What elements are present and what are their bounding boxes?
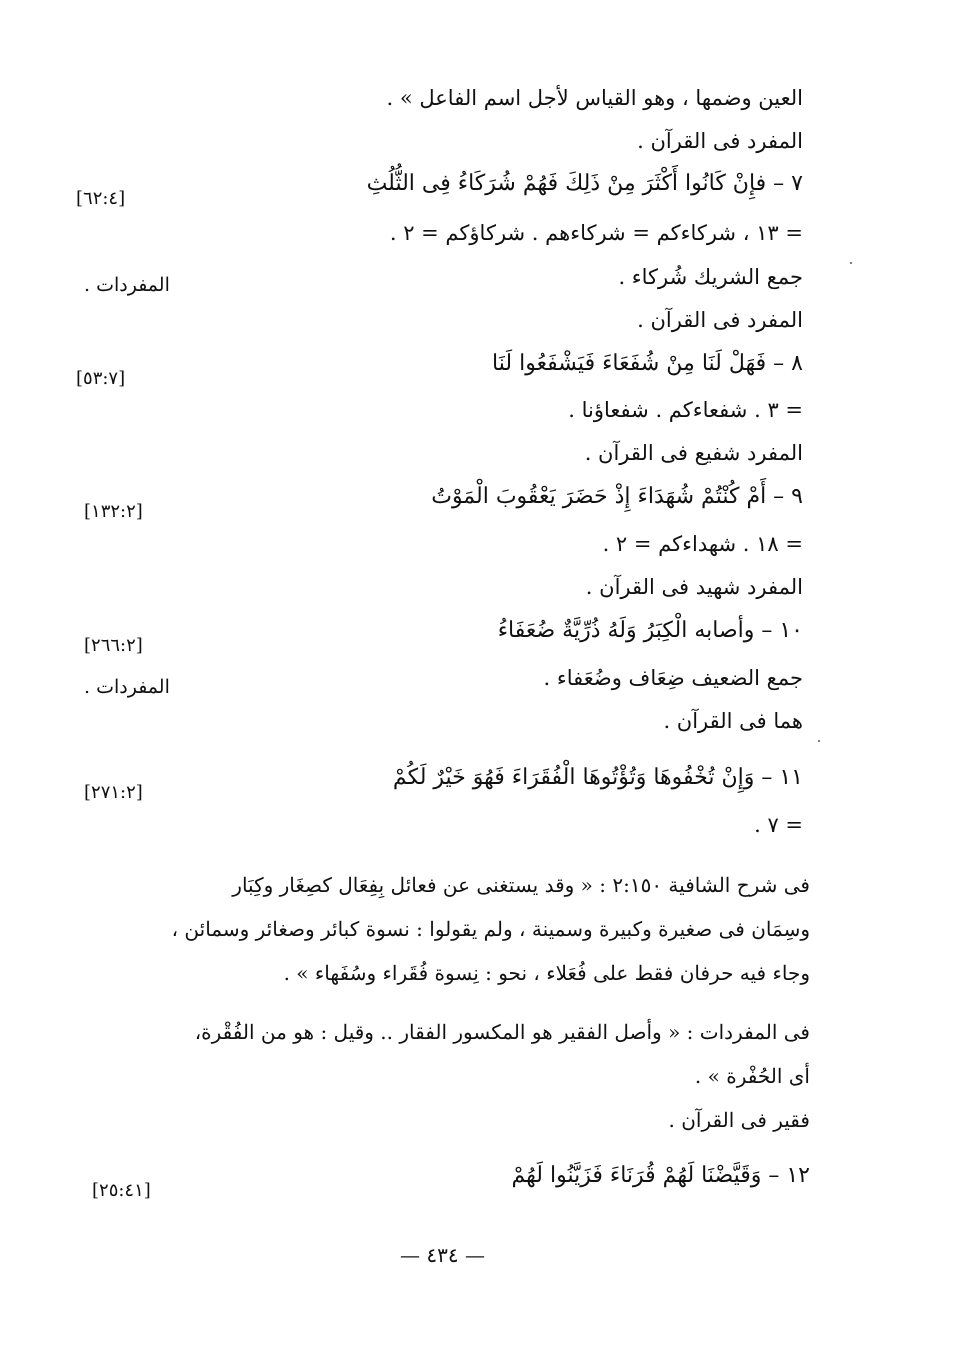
side-note: المفردات .	[84, 274, 170, 296]
page-number: — ٤٣٤ —	[400, 1243, 485, 1267]
text-line: جمع الشريك شُركاء .	[618, 265, 803, 289]
verse-reference: [٦٢:٤]	[76, 188, 126, 209]
text-line: جمع الضعيف ضِعَاف وضُعَفاء .	[543, 666, 803, 690]
side-note: المفردات .	[84, 676, 170, 698]
verse-reference: [٢٧١:٢]	[84, 782, 143, 803]
quran-verse-8: ٨ – فَهَلْ لَنَا مِنْ شُفَعَاءَ فَيَشْفَعُوا لَنَا	[492, 351, 803, 376]
quran-verse-11: ١١ – وَإِنْ تُخْفُوهَا وَتُؤْتُوهَا الْفُقَرَاءَ فَهُوَ خَيْرٌ لَكُمْ	[392, 765, 803, 790]
commentary-paragraph-2-line: فى المفردات : « وأصل الفقير هو المكسور الفقار .. وقيل : هو من الفُقْرة،	[194, 1020, 810, 1044]
text-line: = ٣ . شفعاءكم . شفعاؤنا .	[568, 398, 803, 422]
verse-reference: [٢٦٦:٢]	[84, 635, 143, 656]
text-line: = ١٨ . شهداءكم = ٢ .	[602, 532, 803, 556]
quran-verse-10: ١٠ – وأصابه الْكِبَرُ وَلَهُ ذُرِّيَّةٌ ضُعَفَاءُ	[497, 618, 803, 643]
text-line: المفرد فى القرآن .	[637, 129, 803, 153]
text-line: العين وضمها ، وهو القياس لأجل اسم الفاعل » .	[386, 86, 803, 110]
text-line: هما فى القرآن .	[663, 709, 803, 733]
scan-speck	[850, 262, 852, 264]
quran-verse-7: ٧ – فإِنْ كَانُوا أَكْثَرَ مِنْ ذَلِكَ فَهُمْ شُرَكَاءُ فِى الثُّلُثِ	[366, 171, 803, 196]
text-line: المفرد شفيع فى القرآن .	[584, 441, 803, 465]
commentary-paragraph-2-line: فقير فى القرآن .	[668, 1108, 810, 1132]
quran-verse-12: ١٢ – وَقَيَّضْنَا لَهُمْ قُرَنَاءَ فَزَيَّنُوا لَهُمْ	[511, 1163, 810, 1188]
text-line: = ١٣ ، شركاءكم = شركاءهم . شركاؤكم = ٢ .	[389, 221, 803, 245]
commentary-paragraph-1-line: وسِمَان فى صغيرة وكبيرة وسمينة ، ولم يقولوا : نسوة كبائر وصغائر وسمائن ،	[171, 917, 810, 941]
commentary-paragraph-1-line: فى شرح الشافية ٢:١٥٠ : « وقد يستغنى عن فعائل بِفِعَال كصِغَار وكِبَار	[232, 873, 810, 897]
quran-verse-9: ٩ – أَمْ كُنْتُمْ شُهَدَاءَ إِذْ حَضَرَ يَعْقُوبَ الْمَوْتُ	[431, 484, 803, 509]
text-line: المفرد شهيد فى القرآن .	[585, 575, 803, 599]
commentary-paragraph-2-line: أى الحُفْرة » .	[694, 1064, 810, 1088]
scan-speck	[818, 740, 820, 742]
verse-reference: [٥٣:٧]	[76, 368, 126, 389]
text-line: = ٧ .	[754, 813, 803, 837]
commentary-paragraph-1-line: وجاء فيه حرفان فقط على فُعَلاء ، نحو : نِسوة فُقَراء وسُفَهاء » .	[283, 961, 810, 985]
verse-reference: [٢٥:٤١]	[92, 1180, 151, 1201]
verse-reference: [١٣٢:٢]	[84, 501, 143, 522]
text-line: المفرد فى القرآن .	[637, 308, 803, 332]
